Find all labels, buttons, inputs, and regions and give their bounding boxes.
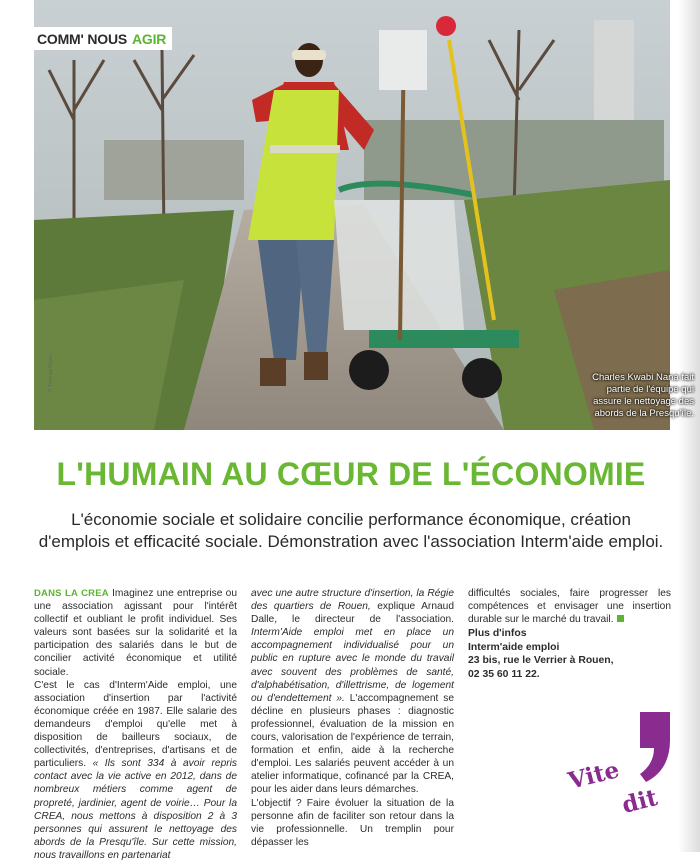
- section-label-part1: COMM' NOUS: [37, 30, 127, 47]
- quote-text: « Ils sont 334 à avoir repris contact avec la vie active en 2012, dans de nombreux métiers comme agent de propreté, jardinier, agent de voirie… Pour la CREA, nous mettons à disposition 2 à 3 personnes qui assurent le nettoyage des abords de la Presqu'île. Sur cette mission, nous travaillons en partenariat: [34, 758, 238, 861]
- article-column-1: [34, 587, 237, 862]
- info-title: Plus d'infos: [468, 628, 527, 640]
- paragraph: [34, 587, 237, 679]
- quote-text: Interm'Aide emploi met en place un accompagnement individualisé pour un public en rupture avec le monde du travail avec souvent des problèmes de santé, d'alphabétisation, d'illettrisme, de logement ou d'endettement ».: [251, 627, 454, 704]
- article-photo: [34, 0, 694, 430]
- section-label: [33, 27, 172, 50]
- photo-caption: Charles Kwabi Nana fait partie de l'équipe qui assure le nettoyage des abords de la Presqu'île.: [592, 372, 694, 419]
- badge-word-dit: dit: [619, 784, 661, 819]
- info-phone: 02 35 60 11 22.: [468, 668, 540, 680]
- paragraph-text: explique Arnaud Dalle, le directeur de l'association.: [251, 601, 454, 626]
- photo-credit: © Thomas Boivin: [48, 353, 54, 392]
- paragraph-text: difficultés sociales, faire progresser les compétences et envisager une insertion durable sur le marché du travail.: [468, 588, 671, 626]
- info-box: [468, 627, 671, 681]
- kicker: DANS LA CREA: [34, 588, 109, 599]
- paragraph-text: Imaginez une entreprise ou une association agissant pour l'intérêt collectif et oubliant le profit individuel. Ses valeurs sont basées sur la solidarité et la participation des salariés dans le but de concilier activité économique et utilité sociale.: [34, 588, 238, 678]
- end-mark-icon: [617, 615, 624, 622]
- paragraph: [34, 679, 237, 862]
- article-column-3: [468, 587, 671, 681]
- info-organization: Interm'aide emploi: [468, 641, 560, 653]
- article-column-2: [251, 587, 454, 849]
- paragraph: [251, 587, 454, 797]
- article-headline: L'HUMAIN AU CŒUR DE L'ÉCONOMIE: [56, 456, 646, 492]
- article-intro: L'économie sociale et solidaire concilie performance économique, création d'emplois et efficacité sociale. Démonstration avec l'association Interm'aide emploi.: [38, 510, 664, 551]
- quote-text: avec une autre structure d'insertion, la Régie des quartiers de Rouen,: [251, 588, 454, 613]
- vite-dit-badge: [560, 700, 685, 840]
- paragraph: L'objectif ? Faire évoluer la situation de la personne afin de faciliter son retour dans la vie professionnelle. Un tremplin pour dépasser les: [251, 797, 454, 848]
- paragraph-text: C'est le cas d'Interm'Aide emploi, une association d'insertion par l'activité économique créée en 1987. Elle salarie des demandeurs d'emploi qu'elle met à disposition de bailleurs sociaux, de collectivités, d'entreprises, d'artisans et de particuliers.: [34, 679, 237, 770]
- info-address: 23 bis, rue le Verrier à Rouen,: [468, 655, 614, 667]
- section-label-part2: AGIR: [132, 30, 167, 47]
- paragraph-text: L'accompagnement se décline en plusieurs phases : diagnostic professionnel, évaluation de la mission en cours, valorisation de l'expérience de terrain, formation et enfin, aide à la recherche d'emploi. Les salariés peuvent accéder à un atelier informatique, cofinancé par la CREA, pour les aider dans leurs démarches.: [251, 692, 454, 796]
- paragraph: [468, 587, 671, 626]
- badge-word-vite: Vite: [565, 756, 622, 795]
